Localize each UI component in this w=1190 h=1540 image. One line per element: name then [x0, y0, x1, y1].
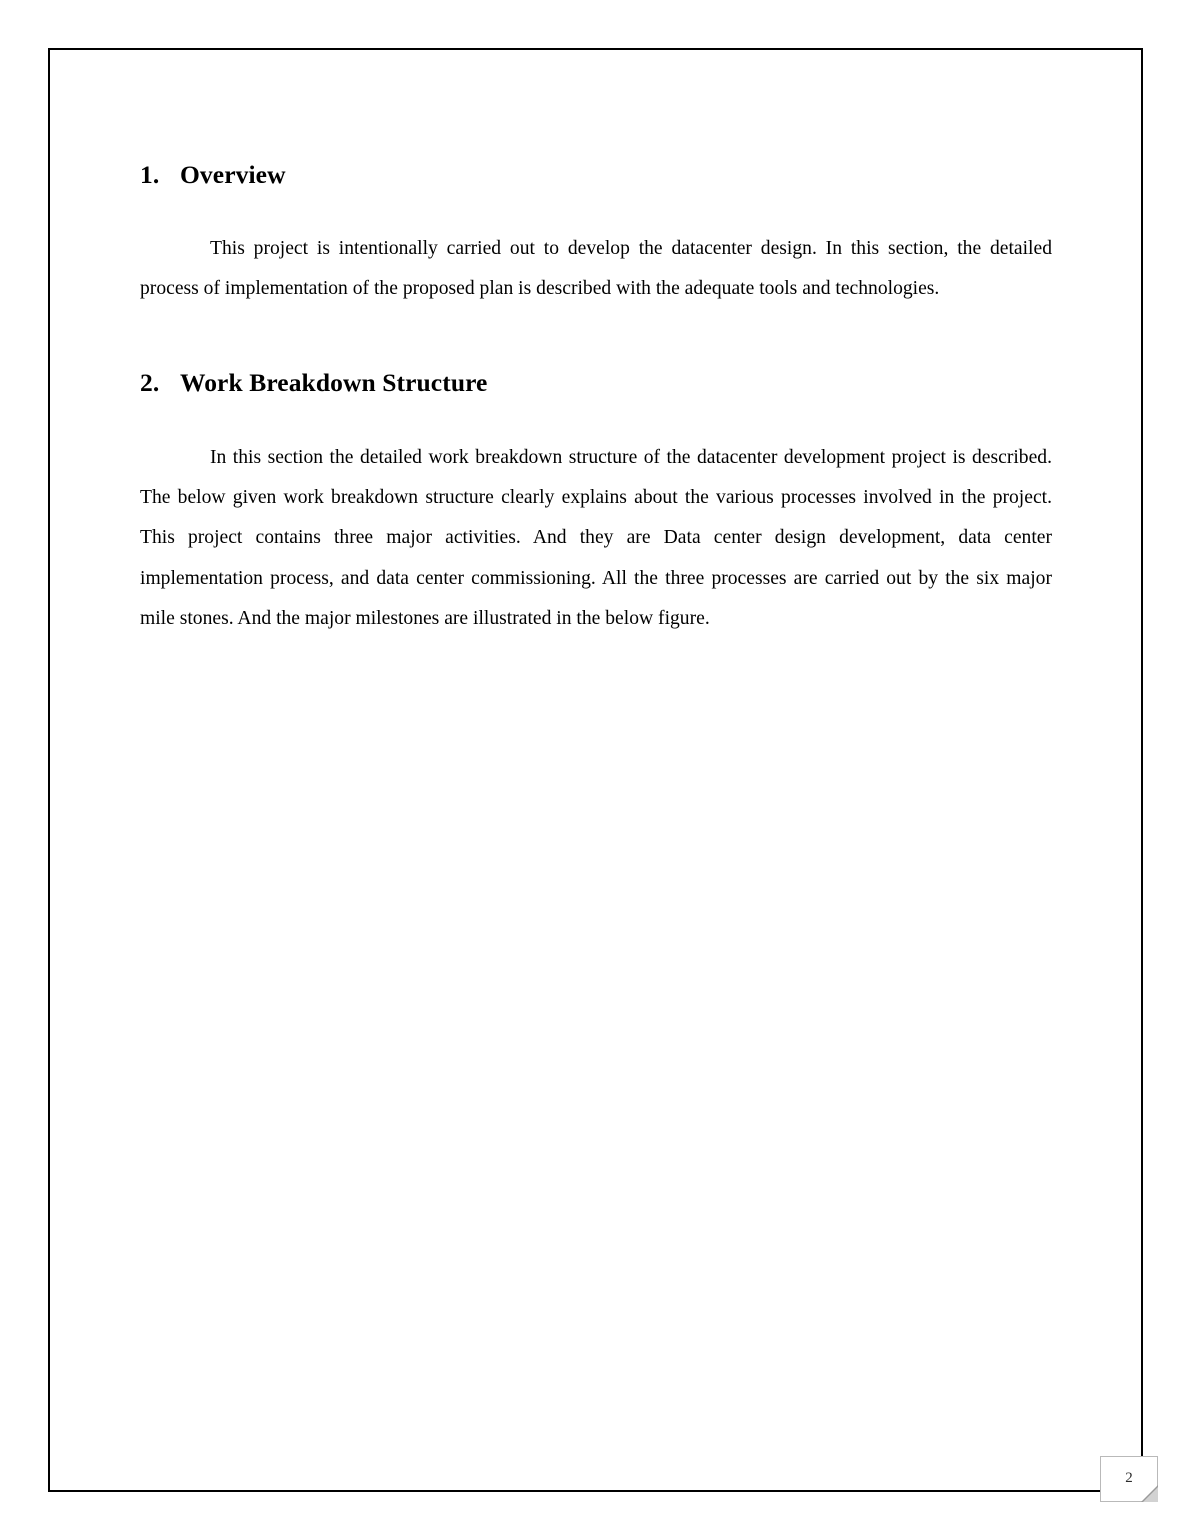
section-number-1: 1.	[140, 160, 160, 189]
page-number-badge	[1100, 1456, 1158, 1502]
section-number-2: 2.	[140, 367, 160, 397]
page-border-frame	[48, 48, 1143, 1492]
paragraph-overview: This project is intentionally carried out to develop the datacenter design. In this section, the detailed process of implementation of the proposed plan is described with the adequate tools and technologies.	[140, 238, 1052, 300]
section-heading-work-breakdown-structure	[140, 368, 1052, 398]
page-fold-corner-inner-icon	[1143, 1487, 1158, 1502]
paragraph-work-breakdown-structure: In this section the detailed work breakdown structure of the datacenter development project is described. The below given work breakdown structure clearly explains about the various processes involved in the project. This project contains three major activities. And they are Data center design development, data center implementation process, and data center commissioning. All the three processes are carried out by the six major mile stones. And the major milestones are illustrated in the below figure.	[140, 446, 1052, 629]
section-heading-overview	[140, 160, 1052, 190]
document-content-column	[140, 160, 1052, 639]
section-title-work-breakdown-structure: Work Breakdown Structure	[180, 367, 488, 397]
section-title-overview: Overview	[180, 160, 286, 189]
page-number-value: 2	[1125, 1469, 1133, 1486]
